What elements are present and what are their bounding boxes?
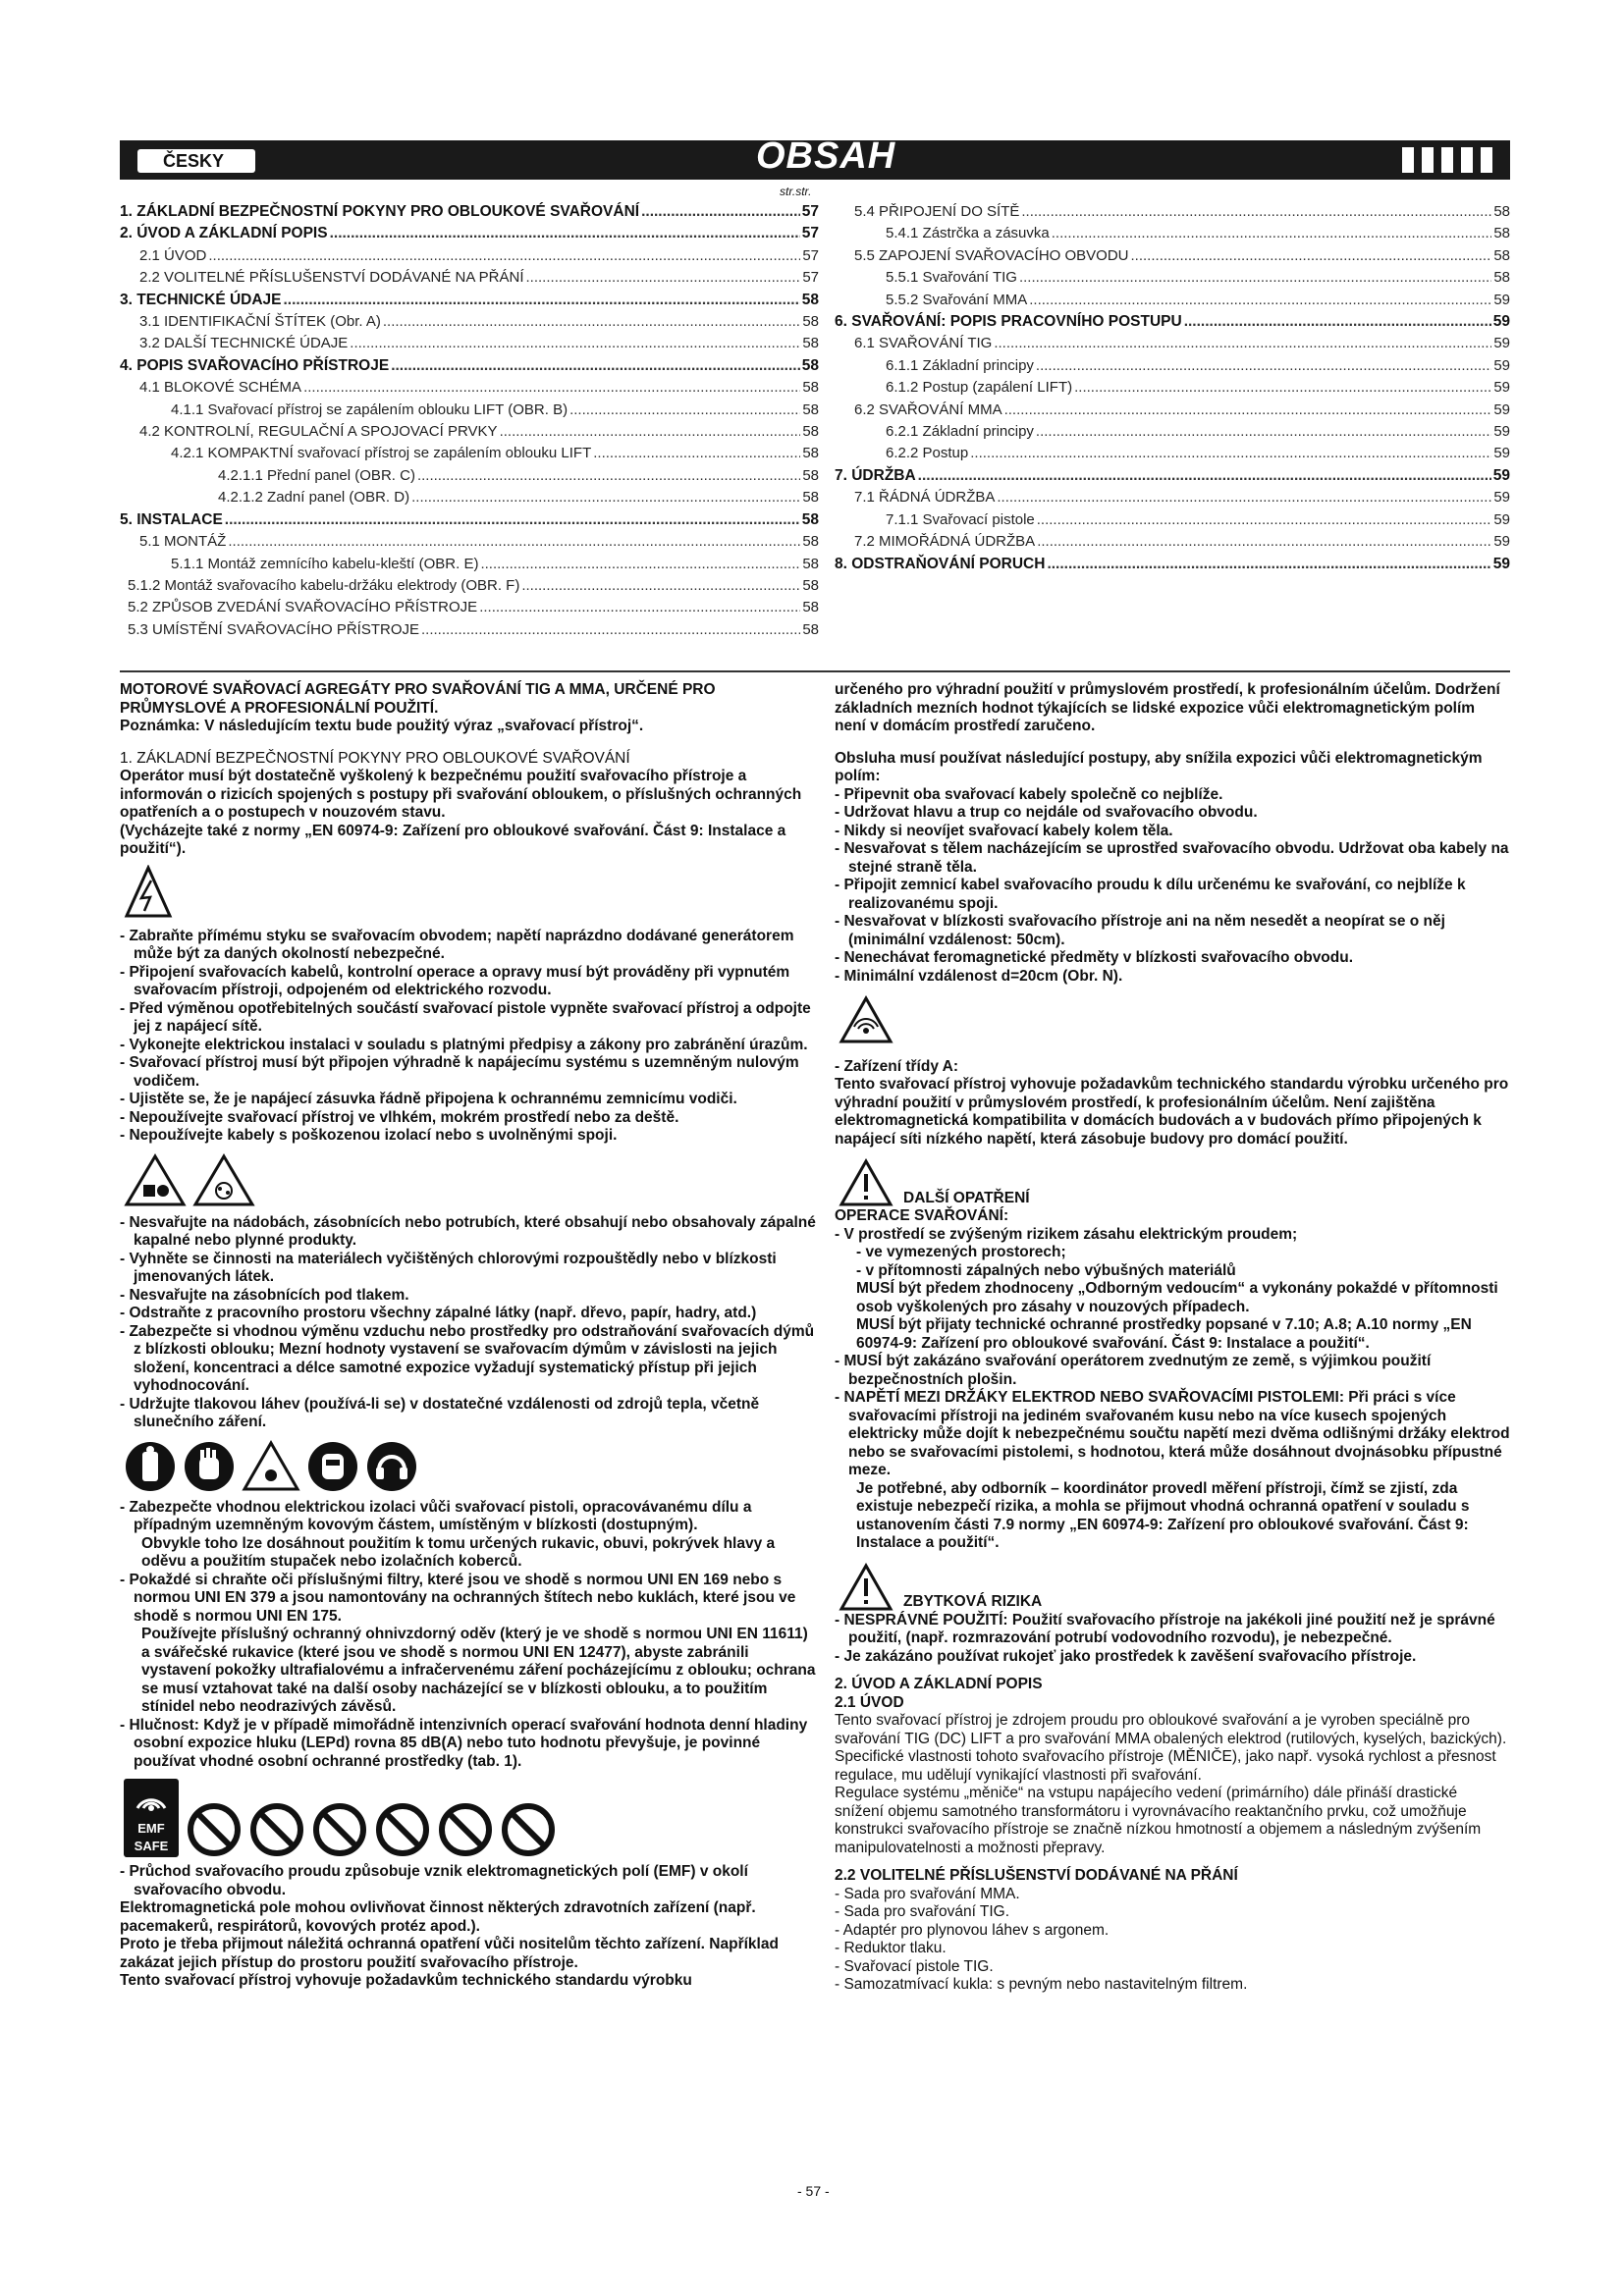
- fire-hazard-list: [120, 1214, 819, 1432]
- toc-page-number: 58: [802, 620, 819, 638]
- list-item: - NAPĚTÍ MEZI DRŽÁKY ELEKTROD NEBO SVAŘOVACÍMI PISTOLEMI: Při práci s více svařovacími přístroji na jediném svařovaném kusu nebo na více kusech spojených elektricky může dojít k nebezpečnému součtu napětí mezi dvěma odlišnými držáky elektrod nebo se svařovacími pistolemi, s hodnotou, která může dosáhnout dvojnásobku přípustné meze.: [835, 1389, 1510, 1478]
- list-item: - Vykonejte elektrickou instalaci v souladu s platnými předpisy a zákony pro zabránění úrazům.: [120, 1036, 808, 1053]
- toc-entry-text: 6.2.2 Postup: [886, 445, 969, 462]
- toc-leader: [970, 443, 1491, 464]
- toc-page-number: 58: [801, 510, 819, 528]
- toc-leader: [641, 201, 800, 223]
- list-item: - Reduktor tlaku.: [835, 1940, 947, 1956]
- toc-leader: [421, 619, 800, 641]
- further-paragraph-1: MUSÍ být předem zhodnoceny „Odborným vedoucím“ a vykonány pokaždé v přítomnosti osob vyškolených pro zásahy v nouzových případech.: [856, 1280, 1498, 1315]
- list-item: - Udržovat hlavu a trup co nejdále od svařovacího obvodu.: [835, 804, 1258, 821]
- further-paragraph-3: Je potřebné, aby odborník – koordinátor provedl měření přístroji, čímž se zjistí, zda existuje nebezpečí rizika, a mohla se přijmout vhodná ochranná opatření v souladu s ustanovením části 7.9 normy „EN 60974-9: Zařízení pro obloukové svařování. Část 9: Instalace a použití“.: [856, 1479, 1470, 1551]
- toc-entry-text: 6.1.2 Postup (zapálení LIFT): [886, 379, 1073, 397]
- further-measures-title: DALŠÍ OPATŘENÍ: [903, 1189, 1030, 1206]
- toc-leader: [480, 554, 800, 575]
- toc-page-number: 58: [802, 423, 819, 441]
- ppe-icons: [124, 1440, 819, 1493]
- toc-leader: [225, 509, 800, 531]
- toc-entry: [120, 443, 819, 464]
- no-pacemaker-icon: [187, 1802, 242, 1857]
- toc-page-number: 59: [1492, 313, 1510, 331]
- toc-entry: [835, 311, 1510, 333]
- toc-page-number: 59: [1493, 335, 1510, 352]
- toc-entry: [120, 554, 819, 575]
- toc-entry: [120, 597, 819, 618]
- toc-page-number: 58: [801, 356, 819, 374]
- toc-entry: [835, 223, 1510, 244]
- toc-page-number: 59: [1493, 445, 1510, 462]
- toc-entry-text: 2. ÚVOD A ZÁKLADNÍ POPIS: [120, 225, 328, 242]
- continuation-text: určeného pro výhradní použití v průmyslovém prostředí, k profesionálním účelům. Dodržení základních mezních hodnot týkajících se lidské expozice vůči elektromagnetickým polím není v domácím prostředí zaručeno.: [835, 681, 1500, 734]
- emf-icons: [124, 1779, 819, 1857]
- further-measures-subtitle: OPERACE SVAŘOVÁNÍ:: [835, 1207, 1009, 1224]
- list-item: - Zabezpečte vhodnou elektrickou izolaci vůči svařovací pistoli, opracovávanému dílu a případným uzemněným kovovým částem, umístěným v blízkosti (dostupným).: [120, 1498, 752, 1533]
- header-bars-decoration: [1402, 147, 1504, 173]
- toc-leader: [228, 531, 800, 553]
- toc-page-number: 57: [802, 246, 819, 264]
- toc-page-number: 58: [802, 335, 819, 352]
- toc-entry-text: 7.1.1 Svařovací pistole: [886, 510, 1035, 528]
- toc-entry-text: 5.2 ZPŮSOB ZVEDÁNÍ SVAŘOVACÍHO PŘÍSTROJE: [128, 599, 478, 616]
- toc-leader: [918, 465, 1491, 487]
- toc-page-number: 58: [802, 599, 819, 616]
- section-2-1-paragraph-1: Tento svařovací přístroj je zdrojem proudu pro obloukové svařování a je vyroben speciálně pro svařování TIG (DC) LIFT a pro svařování MMA obalených elektrod (rutilových, kyselých, bazických).: [835, 1712, 1507, 1747]
- residual-warning-icon: [839, 1563, 1510, 1612]
- toc-entry-text: 5.4 PŘIPOJENÍ DO SÍTĚ: [854, 203, 1020, 220]
- toc-entry-text: 7. ÚDRŽBA: [835, 466, 916, 484]
- toc-page-number: 57: [801, 225, 819, 242]
- list-item: - ve vymezených prostorech;: [856, 1244, 1066, 1260]
- toc-entry: [120, 267, 819, 289]
- no-watch-icon: [312, 1802, 367, 1857]
- list-item: - Nikdy si neovíjet svařovací kabely kolem těla.: [835, 822, 1173, 839]
- toc-leader: [391, 355, 800, 377]
- list-item: - Zabezpečte si vhodnou výměnu vzduchu nebo prostředky pro odstraňování svařovacích dýmů z blízkosti oblouku; Mezní hodnoty vystavení se svařovacím dýmům v závislosti na jejich složení, koncentraci a délce samotné expozice vyžadují systematický přístup při jejich vyhodnocování.: [120, 1322, 815, 1394]
- toc-leader: [1047, 554, 1490, 575]
- list-item: - Minimální vzdálenost d=20cm (Obr. N).: [835, 967, 1123, 985]
- electric-hazard-list: [120, 928, 819, 1146]
- toc-leader: [479, 597, 800, 618]
- toc-entry-text: 4.1 BLOKOVÉ SCHÉMA: [139, 379, 302, 397]
- toc-leader: [994, 333, 1491, 354]
- toc-entry: [835, 377, 1510, 399]
- toc-entry-text: 4.2 KONTROLNÍ, REGULAČNÍ A SPOJOVACÍ PRVKY: [139, 423, 498, 441]
- toc-leader: [350, 333, 800, 354]
- toc-entry-text: 6.2.1 Základní principy: [886, 423, 1034, 441]
- toc-entry: [835, 267, 1510, 289]
- toc-entry: [120, 619, 819, 641]
- toc-leader: [383, 311, 800, 333]
- section-divider: [120, 670, 1510, 672]
- emf-paragraph-1: Elektromagnetická pole mohou ovlivňovat činnost některých zdravotních zařízení (např. pacemakerů, respirátorů, kovových protéz apod.).: [120, 1899, 756, 1935]
- toc-entry: [835, 290, 1510, 311]
- toc-leader: [1021, 201, 1491, 223]
- toc-entry: [835, 245, 1510, 267]
- toc-page-number: 59: [1493, 533, 1510, 551]
- toc-leader: [1052, 223, 1492, 244]
- toc-page-number: 59: [1492, 555, 1510, 572]
- ppe-list: [120, 1499, 819, 1772]
- toc-entry: [120, 311, 819, 333]
- toc-entry-text: 4.2.1.1 Přední panel (OBR. C): [218, 466, 415, 484]
- toc-entry: [835, 554, 1510, 575]
- toc-page-number: 58: [802, 555, 819, 572]
- list-item: - Svařovací pistole TIG.: [835, 1957, 994, 1975]
- toc-entry: [835, 531, 1510, 553]
- face-shield-icon: [306, 1440, 359, 1493]
- toc-page-number: 58: [802, 313, 819, 331]
- toc-leader: [1036, 355, 1491, 377]
- warning-icon: [839, 1158, 1510, 1207]
- toc-page-number: 58: [802, 533, 819, 551]
- toc-page-number: 58: [1493, 203, 1510, 220]
- no-tools-icon: [501, 1802, 556, 1857]
- emf-paragraph-3: Tento svařovací přístroj vyhovuje požadavkům technického standardu výrobku: [120, 1972, 692, 1989]
- list-item: - Samozatmívací kukla: s pevným nebo nastavitelným filtrem.: [835, 1976, 1248, 1993]
- further-measures-list: [835, 1226, 1510, 1553]
- toc-entry: [120, 377, 819, 399]
- toc-page-number: 57: [801, 203, 819, 220]
- class-a-label: - Zařízení třídy A:: [835, 1057, 959, 1075]
- toc-leader: [1037, 531, 1491, 553]
- toc-entry-text: 5.3 UMÍSTĚNÍ SVAŘOVACÍHO PŘÍSTROJE: [128, 620, 419, 638]
- toc-entry: [120, 400, 819, 421]
- toc-entry-text: 5. INSTALACE: [120, 510, 223, 528]
- language-badge: ČESKY: [137, 149, 255, 173]
- toc-page-number: 59: [1493, 423, 1510, 441]
- list-item: - MUSÍ být zakázáno svařování operátorem zvednutým ze země, s výjimkou použití bezpečnostních plošin.: [835, 1353, 1432, 1388]
- toc-entry-text: 6.1.1 Základní principy: [886, 356, 1034, 374]
- section-2-title: 2. ÚVOD A ZÁKLADNÍ POPIS: [835, 1676, 1043, 1692]
- list-item: - Zabraňte přímému styku se svařovacím obvodem; napětí naprázdno dodávané generátorem může být za daných okolností nebezpečné.: [120, 927, 794, 962]
- toc-page-number: 57: [802, 269, 819, 287]
- toc-entry: [835, 443, 1510, 464]
- section-2-1-paragraph-3: Regulace systému „měniče“ na vstupu napájecího vedení (primárního) dále přináší drastické snížení objemu samotného transformátoru i vyrovnávacího reaktančního prvku, což umožňuje konstrukci svařovacího přístroje se značně nízkou hmotností a objemem a následným zvýšením manipulovatelnosti a možnosti přepravy.: [835, 1785, 1482, 1856]
- list-item: - NESPRÁVNÉ POUŽITÍ: Použití svařovacího přístroje na jakékoli jiné použití než je správné použití, (např. rozmrazování potrubí vodovodního rozvodu), je nebezpečné.: [835, 1611, 1495, 1646]
- toc-page-number: 58: [802, 379, 819, 397]
- toc-entry: [835, 333, 1510, 354]
- toc-entry-text: 1. ZÁKLADNÍ BEZPEČNOSTNÍ POKYNY PRO OBLOUKOVÉ SVAŘOVÁNÍ: [120, 203, 640, 220]
- list-item: - Nepoužívejte kabely s poškozenou izolací nebo s uvolněnými spoji.: [120, 1127, 618, 1144]
- toc-leader: [569, 400, 800, 421]
- no-electronics-icon: [438, 1802, 493, 1857]
- toc-page-number: 58: [802, 466, 819, 484]
- list-item: - Sada pro svařování TIG.: [835, 1903, 1010, 1920]
- list-item: - Před výměnou opotřebitelných součástí svařovací pistole vypněte svařovací přístroj a odpojte jej z napájecí sítě.: [120, 999, 811, 1035]
- toc-entry-text: 4. POPIS SVAŘOVACÍHO PŘÍSTROJE: [120, 356, 390, 374]
- toc-page-number: 58: [802, 445, 819, 462]
- residual-risks-title: ZBYTKOVÁ RIZIKA: [903, 1593, 1043, 1610]
- toc-entry-text: 5.4.1 Zástrčka a zásuvka: [886, 225, 1050, 242]
- toc-entry: [120, 355, 819, 377]
- list-item: - Pokaždé si chraňte oči příslušnými filtry, které jsou ve shodě s normou UNI EN 169 nebo s normou UNI EN 379 a jsou namontovány na ochranných štítech nebo kuklách, které jsou ve shodě s normou UNI EN 175.: [120, 1571, 796, 1625]
- toc-entry-text: 3. TECHNICKÉ ÚDAJE: [120, 291, 282, 308]
- toc-entry: [120, 487, 819, 508]
- toc-entry-text: 4.1.1 Svařovací přístroj se zapálením oblouku LIFT (OBR. B): [171, 400, 568, 418]
- list-item: - Nesvařujte na zásobnících pod tlakem.: [120, 1286, 409, 1304]
- toc-page-number: 59: [1493, 510, 1510, 528]
- list-item: - Je zakázáno používat rukojeť jako prostředek k zavěšení svařovacího přístroje.: [835, 1647, 1417, 1665]
- list-item: - V prostředí se zvýšeným rizikem zásahu elektrickým proudem;: [835, 1225, 1298, 1243]
- toc-entry: [120, 333, 819, 354]
- toc-leader: [500, 421, 801, 443]
- toc-leader: [303, 377, 800, 399]
- toc-page-number: 58: [802, 576, 819, 594]
- toc-entry-text: 2.2 VOLITELNÉ PŘÍSLUŠENSTVÍ DODÁVANÉ NA PŘÁNÍ: [139, 269, 524, 287]
- toc-page-number: 59: [1493, 400, 1510, 418]
- eye-hazard-icon: [242, 1440, 300, 1493]
- toc-leader: [417, 465, 800, 487]
- toc-entry-text: 2.1 ÚVOD: [139, 246, 207, 264]
- page-title: OBSAH: [756, 135, 896, 177]
- page-column-label: str.str.: [780, 185, 812, 198]
- toc-leader: [521, 575, 800, 597]
- no-card-icon: [375, 1802, 430, 1857]
- toc-entry-text: 5.5.1 Svařování TIG: [886, 269, 1017, 287]
- section-1-title: 1. ZÁKLADNÍ BEZPEČNOSTNÍ POKYNY PRO OBLOUKOVÉ SVAŘOVÁNÍ: [120, 749, 630, 767]
- toc-page-number: 58: [801, 291, 819, 308]
- toc-entry-text: 7.2 MIMOŘÁDNÁ ÚDRŽBA: [854, 533, 1036, 551]
- right-body-column: [835, 681, 1510, 1995]
- toc-entry-text: 8. ODSTRAŇOVÁNÍ PORUCH: [835, 555, 1046, 572]
- toc-entry: [835, 487, 1510, 508]
- non-ionizing-radiation-icon: [839, 995, 1510, 1050]
- toc-entry: [835, 465, 1510, 487]
- toc-page-number: 58: [1493, 225, 1510, 242]
- toc-page-number: 59: [1492, 466, 1510, 484]
- list-item: - Vyhněte se činnosti na materiálech vyčištěných chlorovými rozpouštědly nebo v blízkosti jmenovaných látek.: [120, 1250, 777, 1285]
- electric-hazard-icon: [124, 865, 173, 920]
- toc-entry: [835, 400, 1510, 421]
- section-2-2-title: 2.2 VOLITELNÉ PŘÍSLUŠENSTVÍ DODÁVANÉ NA PŘÁNÍ: [835, 1867, 1238, 1884]
- toc-entry-text: 4.2.1 KOMPAKTNÍ svařovací přístroj se zapálením oblouku LIFT: [171, 445, 592, 462]
- toc-entry: [835, 355, 1510, 377]
- list-item: - v přítomnosti zápalných nebo výbušných materiálů: [856, 1261, 1236, 1279]
- toc-page-number: 58: [802, 489, 819, 507]
- operator-procedures-list: [835, 786, 1510, 987]
- toc-page-number: 58: [802, 400, 819, 418]
- gloves-icon: [183, 1440, 236, 1493]
- toc-entry: [120, 201, 819, 223]
- no-metal-implant-icon: [249, 1802, 304, 1857]
- toc-entry-text: 7.1 ŘÁDNÁ ÚDRŽBA: [854, 489, 996, 507]
- toc-leader: [284, 290, 800, 311]
- list-item: - Nesvařujte na nádobách, zásobnících nebo potrubích, které obsahují nebo obsahovaly zápalné kapalné nebo plynné produkty.: [120, 1213, 816, 1249]
- toc-leader: [1131, 245, 1492, 267]
- page-number: - 57 -: [797, 2183, 830, 2199]
- list-item: - Připevnit oba svařovací kabely společně co nejblíže.: [835, 785, 1223, 803]
- list-item: - Nesvařovat s tělem nacházejícím se uprostřed svařovacího obvodu. Udržovat oba kabely na stejné straně těla.: [835, 840, 1509, 876]
- list-item: - Sada pro svařování MMA.: [835, 1885, 1020, 1902]
- toc-entry: [120, 575, 819, 597]
- toc-entry: [835, 421, 1510, 443]
- list-item: - Udržujte tlakovou láhev (používá-li se) v dostatečné vzdálenosti od zdrojů tepla, včetně slunečního záření.: [120, 1395, 760, 1430]
- toc-left-column: [120, 201, 819, 641]
- toc-entry-text: 5.1.1 Montáž zemnícího kabelu-kleští (OBR. E): [171, 555, 479, 572]
- toc-entry-text: 3.1 IDENTIFIKAČNÍ ŠTÍTEK (Obr. A): [139, 313, 381, 331]
- toc-entry-text: 6.1 SVAŘOVÁNÍ TIG: [854, 335, 993, 352]
- toc-page-number: 59: [1493, 489, 1510, 507]
- toc-leader: [411, 487, 800, 508]
- toc-entry: [120, 531, 819, 553]
- class-a-text: Tento svařovací přístroj vyhovuje požadavkům technického standardu výrobku určeného pro výhradní použití v průmyslovém prostředí, k profesionálním účelům. Není zajištěna elektromagnetická kompatibilita v domácích budovách a v budovách přímo připojených k napájecí síti nízkého napětí, která zásobuje budovy pro domácí použití.: [835, 1076, 1509, 1148]
- list-item: - Adaptér pro plynovou láhev s argonem.: [835, 1921, 1110, 1939]
- toc-leader: [526, 267, 801, 289]
- toc-right-column: [835, 201, 1510, 575]
- toc-entry: [835, 509, 1510, 531]
- toc-leader: [1184, 311, 1491, 333]
- emf-safe-icon: [124, 1779, 179, 1857]
- toc-entry-text: 4.2.1.2 Zadní panel (OBR. D): [218, 489, 410, 507]
- ppe-subtext-2: Používejte příslušný ochranný ohnivzdorný oděv (který je ve shodě s normou UNI EN 11611) a svářečské rukavice (které jsou ve shodě s normou UNI EN 12477), abyste zabránili vystavení pokožky ultrafialovému a infračervenému záření pocházejícímu z oblouku; ochrana se musí vztahovat také na další osoby nacházející se v blízkosti oblouku, a to použitím stínidel nebo neodrazivých závěsů.: [141, 1626, 816, 1715]
- toc-entry-text: 5.5 ZAPOJENÍ SVAŘOVACÍHO OBVODU: [854, 246, 1129, 264]
- emf-paragraph-2: Proto je třeba přijmout náležitá ochranná opatření vůči nositelům těchto zařízení. Například zakázat jejich přístup do prostoru použití svařovacího přístroje.: [120, 1936, 779, 1971]
- toc-entry: [120, 223, 819, 244]
- toc-entry-text: 6. SVAŘOVÁNÍ: POPIS PRACOVNÍHO POSTUPU: [835, 313, 1182, 331]
- section-2-1-paragraph-2: Specifické vlastnosti tohoto svařovacího přístroje (MĚNIČE), jako např. vysoká rychlost a přesnost regulace, mu udělují vynikající vlastnosti při svařování.: [835, 1748, 1496, 1784]
- list-item: - Odstraňte z pracovního prostoru všechny zápalné látky (např. dřevo, papír, hadry, atd.): [120, 1305, 757, 1321]
- emf-label: EMF: [137, 1820, 165, 1836]
- toc-page-number: 58: [1493, 246, 1510, 264]
- toc-entry-text: 5.1 MONTÁŽ: [139, 533, 227, 551]
- toc-page-number: 59: [1493, 291, 1510, 308]
- toc-entry: [120, 421, 819, 443]
- ear-protection-icon: [365, 1440, 418, 1493]
- list-item: - Svařovací přístroj musí být připojen výhradně k napájecímu systému s uzemněným nulovým vodičem.: [120, 1054, 799, 1090]
- toc-entry: [120, 465, 819, 487]
- toc-entry: [120, 290, 819, 311]
- toc-entry-text: 3.2 DALŠÍ TECHNICKÉ ÚDAJE: [139, 335, 349, 352]
- residual-risks-list: [835, 1612, 1510, 1667]
- accessories-list: [835, 1886, 1510, 1995]
- section-1-text: Operátor musí být dostatečně vyškolený k bezpečnému použití svařovacího přístroje a informován o rizicích spojených s postupy při svařování obloukem, o příslušných ochranných opatřeních a o postupech v nouzovém stavu.: [120, 768, 802, 821]
- section-1-norm: (Vycházejte také z normy „EN 60974-9: Zařízení pro obloukové svařování. Část 9: Instalace a použití“).: [120, 822, 786, 857]
- list-item: - Nepoužívejte svařovací přístroj ve vlhkém, mokrém prostředí nebo za deště.: [120, 1108, 679, 1126]
- toc-leader: [1074, 377, 1491, 399]
- safe-label: SAFE: [134, 1839, 169, 1853]
- list-item: - Nenechávat feromagnetické předměty v blízkosti svařovacího obvodu.: [835, 949, 1354, 966]
- toc-leader: [593, 443, 800, 464]
- emf-item: - Průchod svařovacího proudu způsobuje vznik elektromagnetických polí (EMF) v okolí svařovacího obvodu.: [120, 1863, 748, 1898]
- toc-entry-text: 5.5.2 Svařování MMA: [886, 291, 1028, 308]
- section-2-1-title: 2.1 ÚVOD: [835, 1693, 904, 1711]
- operator-intro: Obsluha musí používat následující postupy, aby snížila expozici vůči elektromagnetickým polím:: [835, 749, 1483, 784]
- toc-entry-text: 5.1.2 Montáž svařovacího kabelu-držáku elektrody (OBR. F): [128, 576, 520, 594]
- list-item: - Připojit zemnicí kabel svařovacího proudu k dílu určenému ke svařování, co nejblíže k realizovanému spoji.: [835, 877, 1466, 912]
- list-item: - Připojení svařovacích kabelů, kontrolní operace a opravy musí být prováděny při vypnutém svařovacím přístroji, odpojeném od elektrického rozvodu.: [120, 963, 790, 998]
- fire-hazard-icons: [124, 1153, 819, 1208]
- toc-leader: [1004, 400, 1492, 421]
- toc-leader: [330, 223, 800, 244]
- toc-leader: [1029, 290, 1491, 311]
- toc-leader: [997, 487, 1491, 508]
- left-body-column: [120, 681, 819, 1991]
- toc-entry-text: 6.2 SVAŘOVÁNÍ MMA: [854, 400, 1002, 418]
- toc-page-number: 59: [1493, 356, 1510, 374]
- list-item: - Nesvařovat v blízkosti svařovacího přístroje ani na něm nesedět a neopírat se o něj (minimální vzdálenost: 50cm).: [835, 913, 1445, 948]
- further-paragraph-2: MUSÍ být přijaty technické ochranné prostředky popsané v 7.10; A.8; A.10 normy „EN 60974-9: Zařízení pro obloukové svařování. Část 9: Instalace a použití“.: [856, 1316, 1472, 1352]
- toc-leader: [1019, 267, 1491, 289]
- protective-clothing-icon: [124, 1440, 177, 1493]
- note-text: Poznámka: V následujícím textu bude použitý výraz „svařovací přístroj“.: [120, 718, 644, 734]
- toc-entry: [120, 245, 819, 267]
- list-item: - Ujistěte se, že je napájecí zásuvka řádně připojena k ochrannému zemnicímu vodiči.: [120, 1091, 737, 1107]
- toc-leader: [1036, 421, 1491, 443]
- ppe-subtext-1: Obvykle toho lze dosáhnout použitím k tomu určených rukavic, obuvi, pokrývek hlavy a oděvu a použitím stupaček nebo izolačních koberců.: [141, 1534, 776, 1570]
- list-item: - Hlučnost: Když je v případě mimořádně intenzivních operací svařování hodnota denní hladiny osobní expozice hluku (LEPd) rovna 85 dB(A) nebo tuto hodnotu převyšuje, je povinné používat vhodné osobní ochranné prostředky (tab. 1).: [120, 1716, 808, 1770]
- toc-entry: [120, 509, 819, 531]
- toc-page-number: 58: [1493, 269, 1510, 287]
- toc-page-number: 59: [1493, 379, 1510, 397]
- intro-heading: MOTOROVÉ SVAŘOVACÍ AGREGÁTY PRO SVAŘOVÁNÍ TIG A MMA, URČENÉ PRO PRŮMYSLOVÉ A PROFESIONÁLNÍ POUŽITÍ.: [120, 681, 716, 717]
- toc-entry: [835, 201, 1510, 223]
- toc-leader: [208, 245, 800, 267]
- toc-leader: [1037, 509, 1492, 531]
